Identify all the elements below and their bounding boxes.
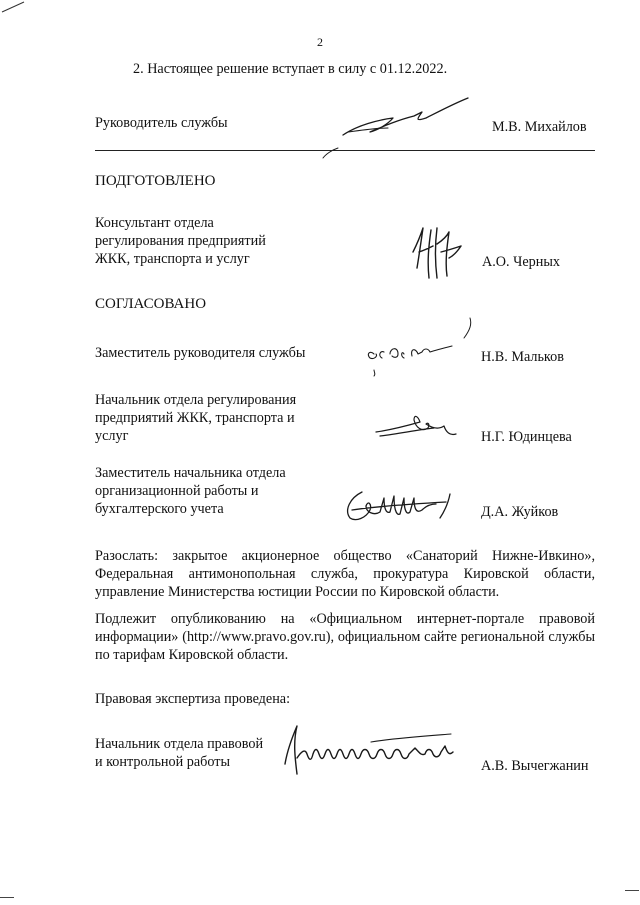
- signer-name: Д.А. Жуйков: [481, 504, 559, 520]
- decision-item: 2. Настоящее решение вступает в силу с 01.12.2022.: [133, 61, 448, 77]
- separator-line: [95, 150, 595, 151]
- legal-title-line: и контрольной работы: [95, 754, 230, 770]
- signer-title-line: Заместитель начальника отдела: [95, 465, 286, 481]
- legal-signature: [275, 718, 465, 780]
- signer-title-line: бухгалтерского учета: [95, 501, 224, 517]
- signer-title-line: Начальник отдела регулирования: [95, 392, 297, 408]
- scan-mark: [625, 890, 639, 891]
- head-signature: [318, 90, 478, 165]
- page-number: 2: [317, 35, 323, 49]
- signer-name: Н.Г. Юдинцева: [481, 429, 572, 445]
- prepared-title-line: Консультант отдела: [95, 215, 214, 231]
- signer-3-signature: [340, 484, 465, 528]
- publication-text: Подлежит опубликованию на «Официальном интернет-портале правовой информации» (http://www.pravo.gov.ru), официальном сайте региональной службы по тарифам Кировской области.: [95, 611, 595, 663]
- prepared-title-line: регулирования предприятий: [95, 233, 266, 249]
- agreed-heading: СОГЛАСОВАНО: [95, 296, 207, 312]
- signer-title-line: организационной работы и: [95, 483, 259, 499]
- legal-name: А.В. Вычегжанин: [481, 758, 589, 774]
- scan-mark: [0, 0, 30, 14]
- signer-title-line: услуг: [95, 428, 129, 444]
- legal-title-line: Начальник отдела правовой: [95, 736, 264, 752]
- signer-title-line: предприятий ЖКК, транспорта и: [95, 410, 295, 426]
- signer-2-signature: [370, 406, 470, 446]
- head-title: Руководитель службы: [95, 115, 228, 131]
- signer-name: Н.В. Мальков: [481, 349, 564, 365]
- scan-mark: [0, 897, 14, 898]
- prepared-signature: [405, 222, 470, 284]
- legal-note: Правовая экспертиза проведена:: [95, 691, 291, 707]
- prepared-name: А.О. Черных: [482, 254, 560, 270]
- signer-title-line: Заместитель руководителя службы: [95, 345, 306, 361]
- distribution-text: Разослать: закрытое акционерное общество «Санаторий Нижне-Ивкино», Федеральная антимонопольная служба, прокуратура Кировской области, управление Министерства юстиции России по Кировской области.: [95, 548, 595, 600]
- prepared-heading: ПОДГОТОВЛЕНО: [95, 173, 216, 189]
- head-name: М.В. Михайлов: [492, 119, 587, 135]
- prepared-title-line: ЖКК, транспорта и услуг: [95, 251, 250, 267]
- signer-1-signature: [340, 310, 480, 380]
